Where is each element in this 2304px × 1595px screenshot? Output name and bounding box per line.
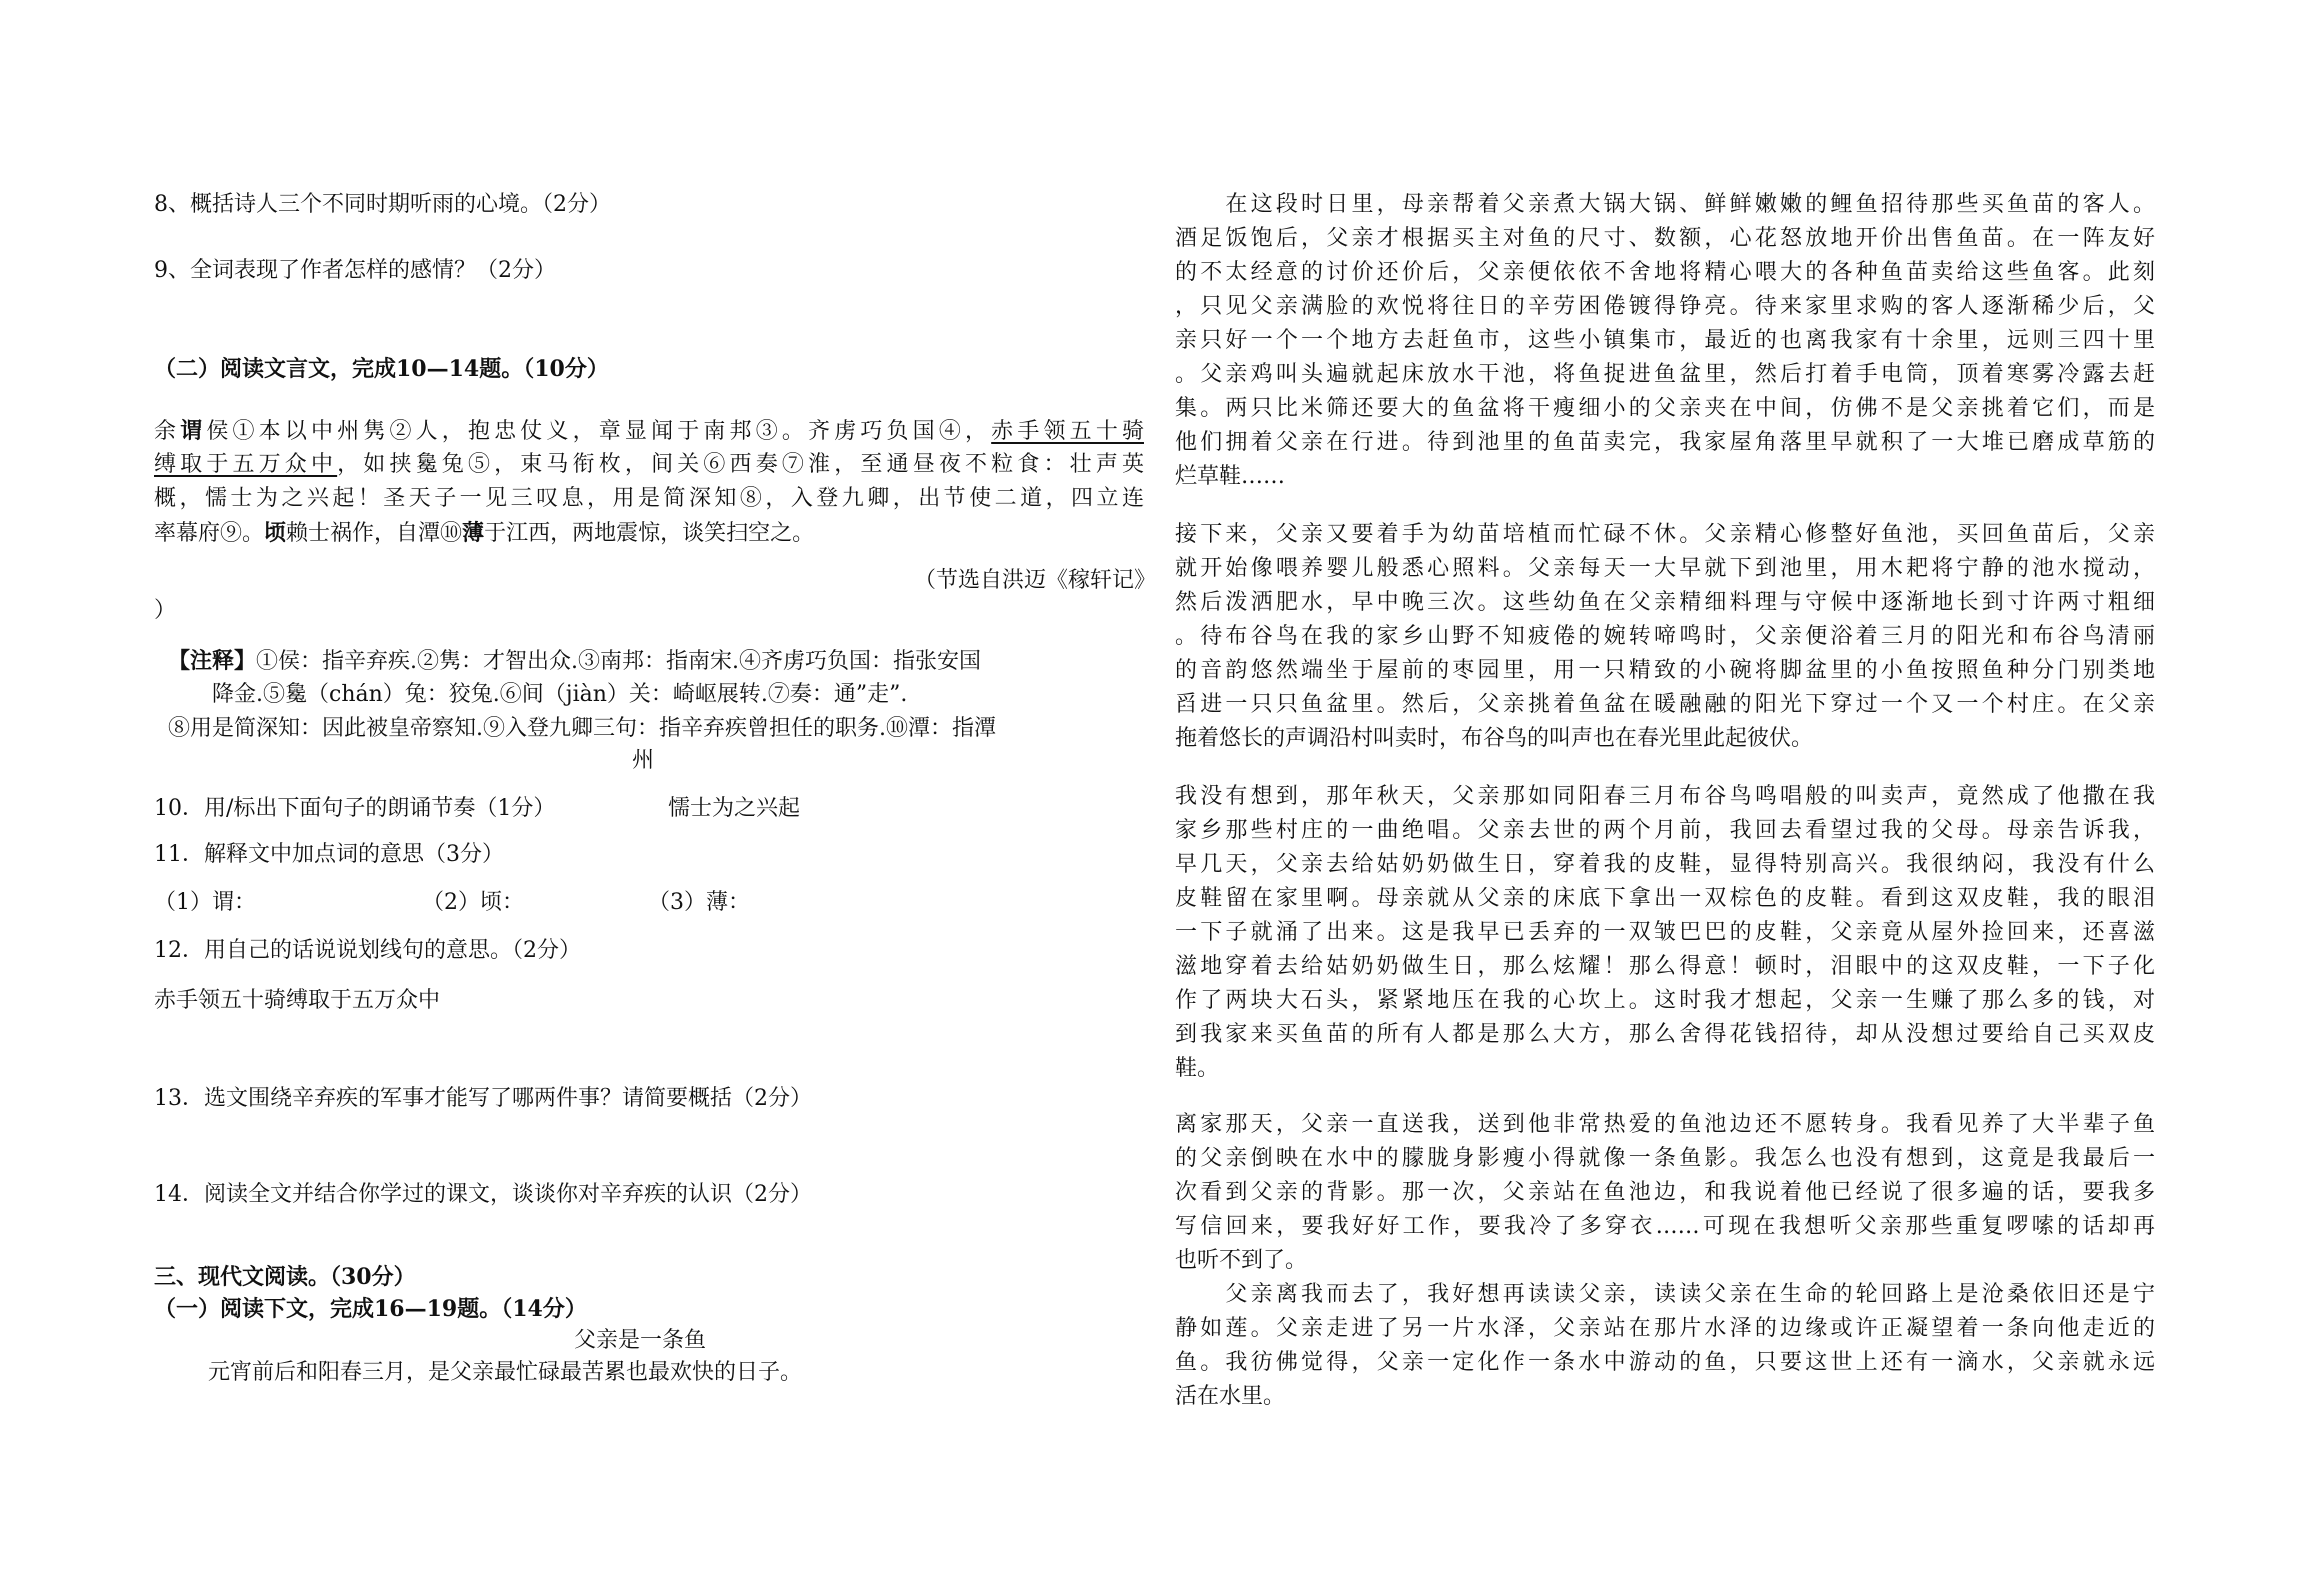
question-9: 9、全词表现了作者怎样的感情？（2分） (154, 258, 556, 283)
paragraph-line: 也听不到了。 (1175, 1248, 1308, 1273)
underlined-sentence-part-2: 缚取于五万众中 (154, 452, 338, 477)
dotted-word-bo: 薄 (462, 520, 485, 546)
paragraph-line: 我没有想到，那年秋天，父亲那如同阳春三月布谷鸟鸣唱般的叫卖声，竟然成了他撒在我 (1175, 784, 2155, 809)
paragraph-line: 的音韵悠然端坐于屋前的枣园里，用一只精致的小碗将脚盆里的小鱼按照鱼种分门别类地 (1175, 658, 2155, 683)
classical-text: 赖士祸作，自潭⑩ (286, 521, 463, 546)
question-11-item-3: （3）薄： (648, 890, 750, 915)
paragraph-line: ，只见父亲满脸的欢悦将往日的辛劳困倦镀得铮亮。待来家里求购的客人逐渐稀少后，父 (1175, 294, 2155, 319)
paragraph-line: 到我家来买鱼苗的所有人都是那么大方，那么舍得花钱招待，却从没想过要给自己买双皮 (1175, 1022, 2155, 1047)
classical-text: 率幕府⑨。 (154, 521, 265, 546)
paragraph-line: 接下来，父亲又要着手为幼苗培植而忙碌不休。父亲精心修整好鱼池，买回鱼苗后，父亲 (1175, 522, 2155, 547)
question-14: 14．阅读全文并结合你学过的课文，谈谈你对辛弃疾的认识（2分） (154, 1182, 812, 1207)
paragraph-line: 亲只好一个一个地方去赶鱼市，这些小镇集市，最近的也离我家有十余里，远则三四十里 (1175, 328, 2155, 353)
paragraph-line: 静如莲。父亲走进了另一片水泽，父亲站在那片水泽的边缘或许正凝望着一条向他走近的 (1175, 1316, 2155, 1341)
paragraph-line: 早几天，父亲去给姑奶奶做生日，穿着我的皮鞋，显得特别高兴。我很纳闷，我没有什么 (1175, 852, 2155, 877)
classical-text: ，如挟毚兔⑤，束马衔枚，间关⑥西奏⑦淮，至通昼夜不粒食：壮声英 (337, 452, 1144, 477)
annotations-text: ①侯：指辛弃疾.②隽：才智出众.③南邦：指南宋.④齐虏巧负国：指张安国 (256, 649, 981, 674)
paragraph-line: 的不太经意的讨价还价后，父亲便依依不舍地将精心喂大的各种鱼苗卖给这些鱼客。此刻 (1175, 260, 2155, 285)
classical-text: 侯①本以中州隽②人，抱忠仗义，章显闻于南邦③。齐虏巧负国④， (206, 419, 992, 444)
paragraph-line: 活在水里。 (1175, 1384, 1286, 1409)
question-12-sentence: 赤手领五十骑缚取于五万众中 (154, 988, 441, 1013)
paragraph-line: 烂草鞋…… (1175, 464, 1286, 489)
section-2-heading: （二）阅读文言文，完成10—14题。（10分） (154, 356, 609, 382)
question-8: 8、概括诗人三个不同时期听雨的心境。（2分） (154, 192, 611, 217)
section-3-subheading: （一）阅读下文，完成16—19题。（14分） (154, 1296, 587, 1322)
paragraph-line: 的父亲倒映在水中的朦胧身影瘦小得就像一条鱼影。我怎么也没有想到，这竟是我最后一 (1175, 1146, 2155, 1171)
dotted-word-wei: 谓 (180, 418, 207, 444)
question-10: 10．用/标出下面句子的朗诵节奏（1分） (154, 796, 556, 821)
classical-line-3: 概，懦士为之兴起！圣天子一见三叹息，用是简深知⑧，入登九卿，出节使二道，四立连 (154, 486, 1144, 511)
story-first-line: 元宵前后和阳春三月，是父亲最忙碌最苦累也最欢快的日子。 (208, 1360, 803, 1385)
question-13: 13．选文围绕辛弃疾的军事才能写了哪两件事？请简要概括（2分） (154, 1086, 812, 1111)
paragraph-line: 酒足饭饱后，父亲才根据买主对鱼的尺寸、数额，心花怒放地开价出售鱼苗。在一阵友好 (1175, 226, 2155, 251)
paragraph-line: 滋地穿着去给姑奶奶做生日，那么炫耀！那么得意！顿时，泪眼中的这双皮鞋，一下子化 (1175, 954, 2155, 979)
classical-text: 于江西，两地震惊，谈笑扫空之。 (484, 521, 815, 546)
paragraph-line: 一下子就涌了出来。这是我早已丢弃的一双皱巴巴的皮鞋，父亲竟从屋外捡回来，还喜滋 (1175, 920, 2155, 945)
paragraph-line: 写信回来，要我好好工作，要我冷了多穿衣……可现在我想听父亲那些重复啰嗦的话却再 (1175, 1214, 2155, 1239)
paragraph-line: 然后泼洒肥水，早中晚三次。这些幼鱼在父亲精细料理与守候中逐渐地长到寸许两寸粗细 (1175, 590, 2155, 615)
paragraph-line: 皮鞋留在家里啊。母亲就从父亲的床底下拿出一双棕色的皮鞋。看到这双皮鞋，我的眼泪 (1175, 886, 2155, 911)
annotations-line-4: 州 (632, 748, 655, 773)
paragraph-line: 舀进一只只鱼盆里。然后，父亲挑着鱼盆在暖融融的阳光下穿过一个又一个村庄。在父亲 (1175, 692, 2155, 717)
classical-line-1 (154, 416, 1144, 446)
paragraph-line: 鱼。我彷佛觉得，父亲一定化作一条水中游动的鱼，只要这世上还有一滴水，父亲就永远 (1175, 1350, 2155, 1375)
paragraph-line: 次看到父亲的背影。那一次，父亲站在鱼池边，和我说着他已经说了很多遍的话，要我多 (1175, 1180, 2155, 1205)
paragraph-line: 离家那天，父亲一直送我，送到他非常热爱的鱼池边还不愿转身。我看见养了大半辈子鱼 (1175, 1112, 2155, 1137)
section-3-heading: 三、现代文阅读。（30分） (154, 1264, 416, 1290)
annotations-line-3: ⑧用是简深知：因此被皇帝察知.⑨入登九卿三句：指辛弃疾曾担任的职务.⑩潭：指潭 (168, 716, 996, 741)
question-11-item-1: （1）谓： (154, 890, 256, 915)
paragraph-line: 他们拥着父亲在行进。待到池里的鱼苗卖完，我家屋角落里早就积了一大堆已磨成草筋的 (1175, 430, 2155, 455)
question-11: 11．解释文中加点词的意思（3分） (154, 842, 504, 867)
paragraph-line: 。父亲鸡叫头遍就起床放水干池，将鱼捉进鱼盆里，然后打着手电筒，顶着寒雾冷露去赶 (1175, 362, 2155, 387)
paragraph-line: 父亲离我而去了，我好想再读读父亲，读读父亲在生命的轮回路上是沧桑依旧还是宁 (1175, 1282, 2155, 1307)
passage-source: （节选自洪迈《稼轩记》 (914, 568, 1157, 593)
question-10-sentence: 懦士为之兴起 (668, 796, 801, 821)
paragraph-line: 在这段时日里，母亲帮着父亲煮大锅大锅、鲜鲜嫩嫩的鲤鱼招待那些买鱼苗的客人。 (1175, 192, 2155, 217)
paragraph-line: 集。两只比米筛还要大的鱼盆将干瘦细小的父亲夹在中间，仿佛不是父亲挑着它们，而是 (1175, 396, 2155, 421)
classical-text: 余 (154, 419, 181, 444)
classical-line-4 (154, 518, 814, 549)
dotted-word-qing: 顷 (264, 520, 287, 546)
paragraph-line: 鞋。 (1175, 1056, 1220, 1081)
paragraph-line: 作了两块大石头，紧紧地压在我的心坎上。这时我才想起，父亲一生赚了那么多的钱，对 (1175, 988, 2155, 1013)
annotations-label: 【注释】 (168, 648, 257, 674)
passage-source-close: ） (154, 598, 177, 623)
story-title: 父亲是一条鱼 (574, 1328, 707, 1353)
underlined-sentence-part-1: 赤手领五十骑 (991, 419, 1144, 444)
classical-line-2 (154, 450, 1144, 480)
paragraph-line: 拖着悠长的声调沿村叫卖时，布谷鸟的叫声也在春光里此起彼伏。 (1175, 726, 1814, 751)
question-11-item-2: （2）顷： (422, 890, 524, 915)
paragraph-line: 家乡那些村庄的一曲绝唱。父亲去世的两个月前，我回去看望过我的父母。母亲告诉我， (1175, 818, 2155, 843)
annotations-line-2: 降金.⑤毚（chán）兔：狡兔.⑥间（jiàn）关：崎岖展转.⑦奏：通”走”. (212, 682, 908, 707)
annotations-line-1 (168, 646, 981, 677)
paragraph-line: 。待布谷鸟在我的家乡山野不知疲倦的婉转啼鸣时，父亲便浴着三月的阳光和布谷鸟清丽 (1175, 624, 2155, 649)
question-12: 12．用自己的话说说划线句的意思。（2分） (154, 938, 581, 963)
paragraph-line: 就开始像喂养婴儿般悉心照料。父亲每天一大早就下到池里，用木耙将宁静的池水搅动， (1175, 556, 2155, 581)
